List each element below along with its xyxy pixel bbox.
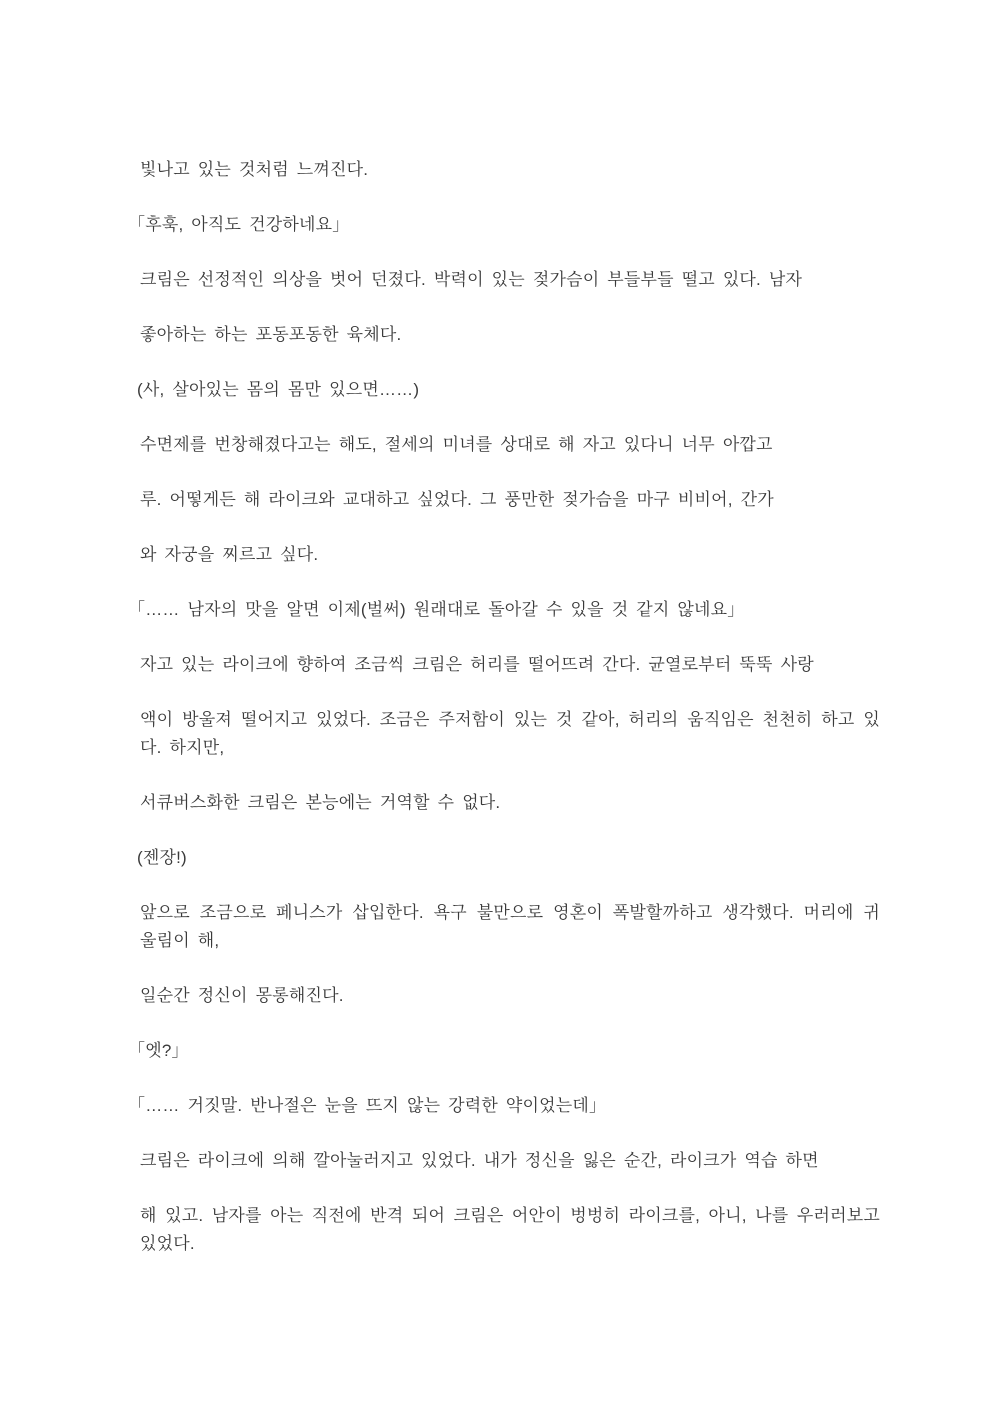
paragraph: 「엣?」 [128, 1041, 189, 1060]
paragraph: 「…… 남자의 맛을 알면 이제(벌써) 원래대로 돌아갈 수 있을 것 같지 않네요」 [128, 600, 745, 619]
paragraph: 액이 방울져 떨어지고 있었다. 조금은 주저함이 있는 것 같아, 허리의 움직임은 천천히 하고 있다. 하지만, [140, 710, 880, 757]
paragraph: 루. 어떻게든 해 라이크와 교대하고 싶었다. 그 풍만한 젖가슴을 마구 비비어, 간가 [140, 490, 774, 509]
paragraph: (사, 살아있는 몸의 몸만 있으면……) [137, 380, 420, 399]
paragraph: 「…… 거짓말. 반나절은 눈을 뜨지 않는 강력한 약이었는데」 [128, 1096, 607, 1115]
paragraph: (젠장!) [137, 848, 187, 867]
paragraph: 「후훅, 아직도 건강하네요」 [128, 215, 350, 234]
paragraph: 좋아하는 하는 포동포동한 육체다. [140, 325, 402, 344]
paragraph: 와 자궁을 찌르고 싶다. [140, 545, 319, 564]
paragraph: 수면제를 번창해졌다고는 해도, 절세의 미녀를 상대로 해 자고 있다니 너무 아깝고 [140, 435, 773, 454]
paragraph: 크림은 선정적인 의상을 벗어 던졌다. 박력이 있는 젖가슴이 부들부들 떨고 있다. 남자 [140, 270, 803, 289]
paragraph: 해 있고. 남자를 아는 직전에 반격 되어 크림은 어안이 벙벙히 라이크를, 아니, 나를 우러러보고 있었다. [140, 1206, 880, 1253]
paragraph: 서큐버스화한 크림은 본능에는 거역할 수 없다. [140, 793, 501, 812]
paragraph: 자고 있는 라이크에 향하여 조금씩 크림은 허리를 떨어뜨려 간다. 균열로부터 뚝뚝 사랑 [140, 655, 814, 674]
paragraph: 일순간 정신이 몽롱해진다. [140, 986, 344, 1005]
paragraph: 앞으로 조금으로 페니스가 삽입한다. 욕구 불만으로 영혼이 폭발할까하고 생각했다. 머리에 귀 울림이 해, [140, 903, 880, 950]
paragraph: 빛나고 있는 것처럼 느껴진다. [140, 160, 369, 179]
paragraph: 크림은 라이크에 의해 깔아눌러지고 있었다. 내가 정신을 잃은 순간, 라이크가 역습 하면 [140, 1151, 819, 1170]
